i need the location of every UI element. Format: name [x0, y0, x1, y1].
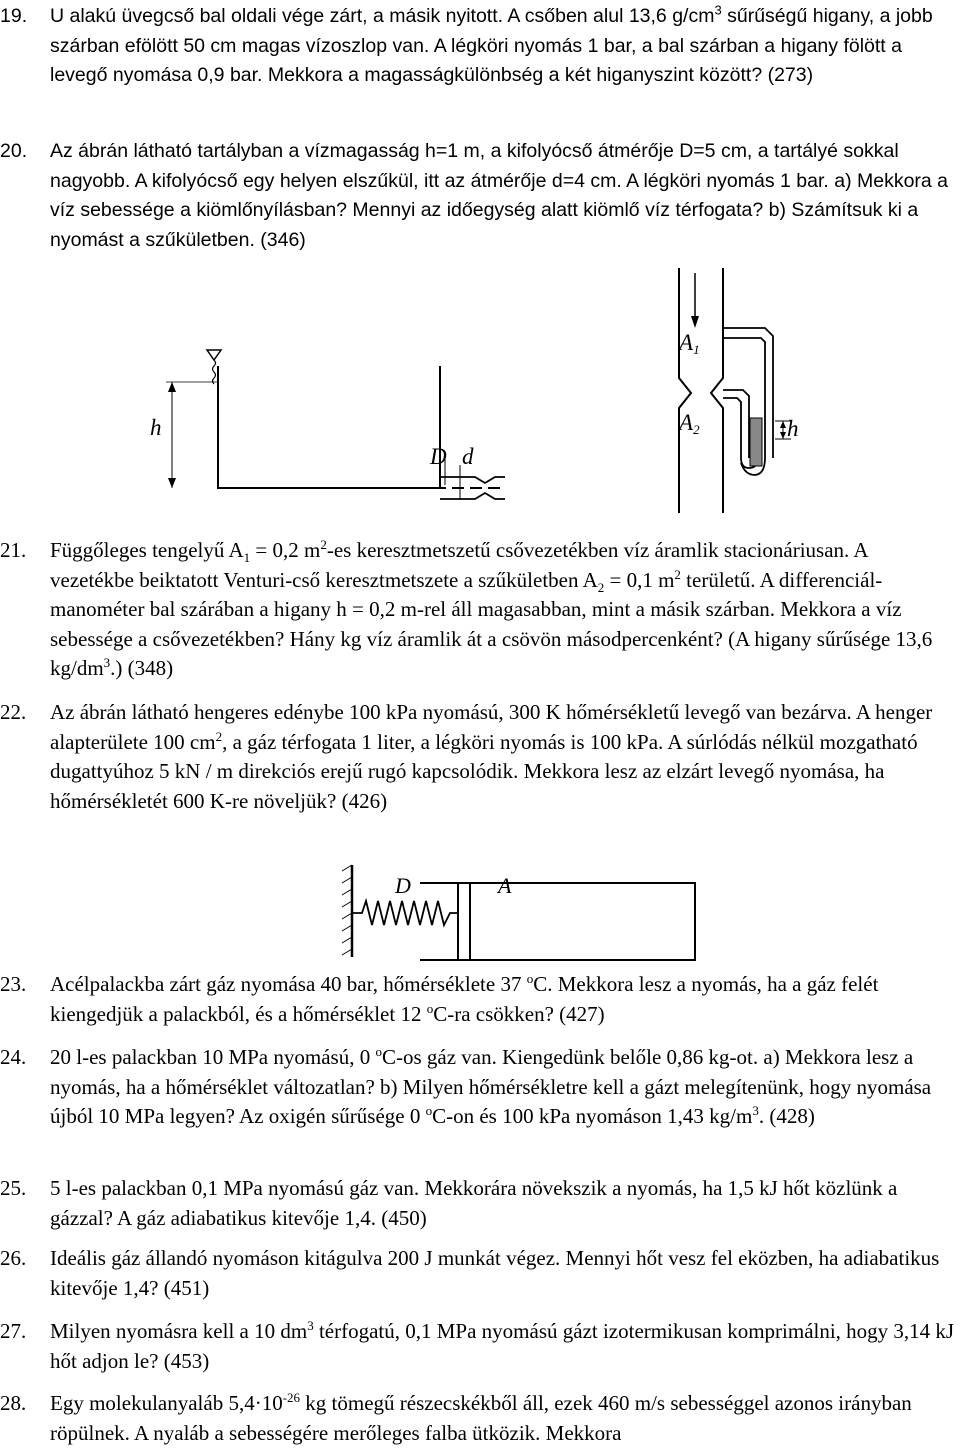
problem-text: 20 l-es palackban 10 MPa nyomású, 0 $^o$C-os gáz van. Kiengedünk belőle 0,86 kg-ot. a) Mekkora lesz a nyomás, ha a hőmérséklet változatlan? b) Milyen hőmérsékletre kell a gázt melegítenünk, hogy nyomása újból 10 MPa legyen? Az oxigén sűrűsége 0 $^o$C-on és 100 kPa nyomáson 1,43 $kg/m^3$. (428)	[50, 1044, 932, 1128]
problem-text: Acélpalackba zárt gáz nyomása 40 bar, hőmérséklete 37 $^o$C. Mekkora lesz a nyomás, ha a gáz felét kiengedjük a palackból, és a hőmérséklet 12 $^o$C-ra csökken? (427)	[50, 971, 879, 1026]
problem-23	[0, 970, 955, 1032]
problem-26	[0, 1244, 955, 1306]
venturi-left-wall	[679, 268, 691, 513]
problem-21	[0, 536, 955, 686]
problem-text: Egy molekulanyaláb $5,4\cdot 10^{-26}$ kg tömegű részecskékből áll, ezek 460 m/s sebességgel azonos irányban röpülnek. A nyaláb a sebességére merőleges falba ütközik. Mekkora	[50, 1390, 912, 1445]
problem-27	[0, 1317, 955, 1379]
label-A2: A2	[679, 410, 700, 437]
dim-arrow-down	[780, 432, 786, 439]
problem-20	[0, 137, 955, 262]
dim-arrow-up	[780, 421, 786, 428]
problem-text: Az ábrán látható tartályban a vízmagasság h=1 m, a kifolyócső átmérője D=5 cm, a tartályé sokkal nagyobb. A kifolyócső egy helyen elszűkül, itt az átmérője d=4 cm. A légköri nyomás 1 bar. a) Mekkora a víz sebessége a kiömlőnyílásban? Mennyi az időegység alatt kiömlő víz térfogata? b) Számítsuk ki a nyomást a szűkületben. (346)	[50, 140, 949, 251]
problem-number: 25.	[0, 1176, 27, 1200]
problem-text: Függőleges tengelyű $A_1 = 0,2$ $m^2-es$ keresztmetszetű csővezetékben víz áramlik stacionáriusan. A vezetékbe beiktatott Venturi-cső keresztmetszete a szűkületben $A_2 = 0,1$ $m^2$ területű. A differenciál-manométer bal szárában a higany h = 0,2 m-rel áll magasabban, mint a másik szárban. Mekkora a víz sebessége a csővezetékben? Hány kg víz áramlik át a csövön másodpercenként? (A higany sűrűsége 13,6 $kg/dm^3$.) (348)	[50, 537, 933, 680]
flow-arrow-head	[691, 316, 699, 328]
problem-text: Az ábrán látható hengeres edénybe 100 kPa nyomású, 300 K hőmérsékletű levegő van bezárva. A henger alapterülete 100 $cm^2$, a gáz térfogata 1 liter, a légköri nyomás is 100 kPa. A súrlódás nélkül mozgatható dugattyúhoz 5 kN / m direkciós erejű rugó kapcsolódik. Mekkora lesz az elzárt levegő nyomása, ha hőmérsékletét 600 K-re növeljük? (426)	[50, 700, 933, 813]
problem-text: Milyen nyomásra kell a 10 $dm^3$ térfogatú, 0,1 MPa nyomású gázt izotermikusan komprimálni, hogy 3,14 kJ hőt adjon le? (453)	[50, 1318, 955, 1373]
water-level-symbol	[207, 350, 221, 360]
problem-text: U alakú üvegcső bal oldali vége zárt, a másik nyitott. A csőben alul 13,6 $g/cm^3$ sűrűségű higany, a jobb szárban efölött 50 cm magas vízoszlop van. A légköri nyomás 1 bar, a bal szárban a higany fölött a levegő nyomása 0,9 bar. Mekkora a magasságkülönbség a két higanyszint között? (273)	[50, 2, 933, 86]
height-arrow-bottom	[168, 478, 176, 488]
spring	[352, 901, 458, 925]
label-D: D	[430, 444, 447, 469]
label-h: h	[150, 415, 162, 440]
mercury-column	[750, 418, 762, 466]
label-D: D	[395, 873, 411, 898]
problem-25	[0, 1174, 955, 1236]
label-A1: A1	[679, 330, 700, 357]
piston	[458, 883, 470, 960]
problem-number: 22.	[0, 700, 27, 724]
tank-figure	[150, 340, 520, 510]
venturi-figure	[665, 268, 825, 518]
manometer-lower-tap	[723, 390, 749, 458]
piston-figure	[340, 865, 700, 965]
problem-number: 27.	[0, 1319, 27, 1343]
height-arrow-top	[168, 382, 176, 392]
problem-text: 5 l-es palackban 0,1 MPa nyomású gáz van. Mekkorára növekszik a nyomás, ha 1,5 kJ hőt közlünk a gázzal? A gáz adiabatikus kitevője 1,4. (450)	[50, 1176, 898, 1230]
label-h: h	[787, 416, 799, 441]
water-surface-wave	[213, 360, 216, 384]
label-d: d	[462, 444, 474, 469]
problem-text: Ideális gáz állandó nyomáson kitágulva 200 J munkát végez. Mennyi hőt vesz fel eközben, ha adiabatikus kitevője 1,4? (451)	[50, 1246, 940, 1300]
manometer-upper-tap	[723, 328, 773, 458]
problem-number: 24.	[0, 1045, 27, 1069]
wall-hatching	[342, 865, 352, 955]
problem-number: 19.	[0, 5, 28, 27]
problem-number: 28.	[0, 1391, 27, 1415]
problem-number: 21.	[0, 538, 27, 562]
tank-walls	[218, 366, 440, 488]
problem-28	[0, 1389, 955, 1448]
problem-24	[0, 1043, 955, 1163]
venturi-right-wall	[711, 268, 723, 513]
problem-19	[0, 2, 955, 120]
problem-22	[0, 698, 955, 848]
problem-number: 20.	[0, 140, 28, 162]
label-A: A	[498, 873, 512, 898]
problem-number: 26.	[0, 1246, 27, 1270]
problem-number: 23.	[0, 972, 27, 996]
